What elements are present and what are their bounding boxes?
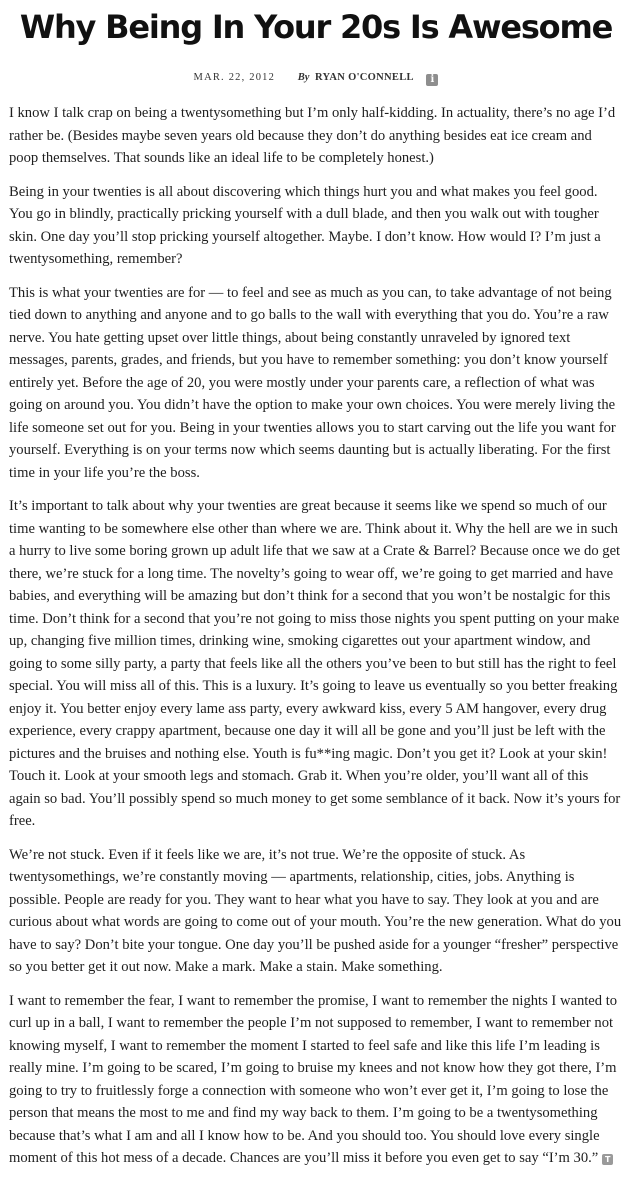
article-byline xyxy=(9,71,623,86)
article-page xyxy=(0,5,632,1170)
info-icon[interactable]: i xyxy=(426,74,438,86)
paragraph-5: We’re not stuck. Even if it feels like we are, it’s not true. We’re the opposite of stuck. As twentysomethings, we’re constantly moving — apartments, relationship, cities, jobs. Anything is possible. People are ready for you. They want to hear what you have to say. They look at you and are curious about what words are going to come out of your mouth. You’re the new generation. What do you have to say? Don’t bite your tongue. One day you’ll be pushed aside for a younger “fresher” perspective so you better get it out now. Make a mark. Make a stain. Make something. xyxy=(9,846,622,975)
end-of-article-icon: T xyxy=(602,1154,613,1165)
author-name[interactable]: RYAN O'CONNELL xyxy=(314,72,414,83)
paragraph-3: This is what your twenties are for — to feel and see as much as you can, to take advantage of not being tied down to anything and anyone and to go balls to the wall with everything that you do. You’re a raw nerve. You hate getting upset over little things, about being constantly unraveled by ignored text messages, parents, grades, and friends, but you have to remember something: you don’t know yourself entirely yet. Before the age of 20, you were mostly under your parents care, a reflection of what was going on around you. You didn’t have the option to make your own choices. You were merely living the life someone set out for you. Being in your twenties allows you to start carving out the life you want for yourself. Everything is on your terms now which seems daunting but is actually liberating. For the first time in your life you’re the boss. xyxy=(9,284,616,481)
paragraph-1: I know I talk crap on being a twentysomething but I’m only half-kidding. In actuality, there’s no age I’d rather be. (Besides maybe seven years old because they don’t do anything besides eat ice cream and poop themselves. That sounds like an ideal life to be completely honest.) xyxy=(9,105,616,166)
article-title: Why Being In Your 20s Is Awesome xyxy=(19,8,613,46)
byline-prefix: By xyxy=(297,72,310,83)
publish-date: MAR. 22, 2012 xyxy=(193,72,276,83)
paragraph-6-text: I want to remember the fear, I want to remember the promise, I want to remember the nights I wanted to curl up in a ball, I want to remember the people I’m not supposed to remember, I want to remember not knowing myself, I want to remember the moment I started to feel safe and like this life I’m leading is really mine. I’m going to be scared, I’m going to bruise my knees and not know how they got there, I’m going to try to fruitlessly forge a connection with someone who won’t ever get it, I’m going to lose the person that means the most to me and find my way back to them. I’m going to be a twentysomething because that’s what I am and all I know how to be. And you should too. You should love every single moment of this hot mess of a decade. Chances are you’ll miss it before you even get to say “I’m 30.” xyxy=(9,992,618,1166)
paragraph-6 xyxy=(9,990,623,1170)
paragraph-4: It’s important to talk about why your twenties are great because it seems like we spend so much of our time wanting to be somewhere else other than where we are. Think about it. Why the hell are we in such a hurry to live some boring grown up adult life that we saw at a Crate & Barrel? Because once we do get there, we’re stuck for a long time. The novelty’s going to wear off, we’re going to get married and have babies, and everything will be amazing but don’t think for a second that you won’t be nostalgic for this time. Don’t think for a second that you’re not going to miss those nights you spent putting on your make up, changing five million times, drinking wine, smoking cigarettes out your apartment window, and going to some silly party, a party that feels like all the others you’ve been to but still has the right to feel special. You will miss all of this. This is a luxury. It’s going to leave us eventually so you better freaking enjoy it. You better enjoy every lame ass party, every awkward kiss, every 5 AM hangover, every drug experience, every crappy apartment, because one day it will all be gone and you’ll just be left with the pictures and the bruises and nothing else. Youth is fu**ing magic. Don’t you get it? Look at your skin! Touch it. Look at your smooth legs and stomach. Grab it. When you’re older, you’ll want all of this again so bad. You’ll possibly spend so much money to get some semblance of it back. Now it’s yours for free. xyxy=(9,498,621,829)
paragraph-2: Being in your twenties is all about discovering which things hurt you and what makes you feel good. You go in blindly, practically pricking yourself with a dull blade, and then you walk out with tougher skin. One day you’ll stop pricking yourself altogether. Maybe. I don’t know. How would I? I’m just a twentysomething, remember? xyxy=(9,183,601,267)
article-body xyxy=(9,102,623,1170)
